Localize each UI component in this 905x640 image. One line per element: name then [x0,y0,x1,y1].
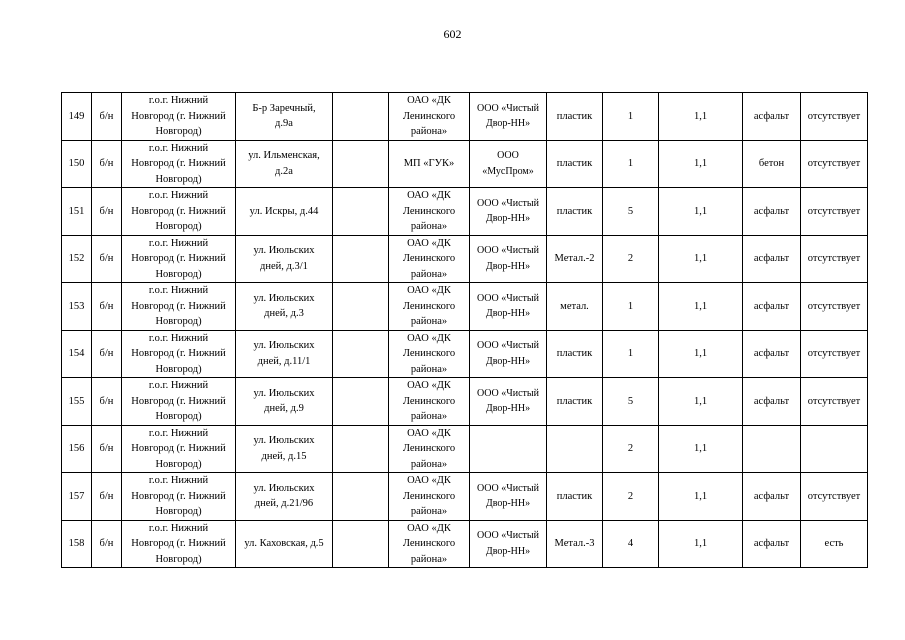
cell-material: Метал.-2 [547,235,603,283]
cell-line: района» [410,268,448,280]
cell-address [236,473,333,521]
cell-extra [333,235,389,283]
cell-volume: 1,1 [659,140,743,188]
cell-line: Ленинского [402,538,456,549]
cell-line: Новгород) [155,221,202,232]
cell-number: 156 [62,425,92,473]
cell-surface: асфальт [743,473,801,521]
cell-operator [470,235,547,283]
cell-fence: отсутствует [801,235,868,283]
cell-line: района» [410,458,448,470]
cell-line: Новгород (г. Нижний [131,158,226,169]
cell-volume: 1,1 [659,93,743,141]
table-row [62,330,868,378]
cell-line: Двор-НН» [485,260,531,272]
cell-extra [333,425,389,473]
cell-address [236,425,333,473]
cell-line: района» [410,363,448,375]
cell-fence [801,425,868,473]
cell-volume: 1,1 [659,330,743,378]
cell-line: Новгород) [155,506,202,517]
cell-line: Ленинского [402,253,456,264]
cell-line: ООО «Чистый [477,245,539,257]
cell-material: пластик [547,473,603,521]
cell-volume: 1,1 [659,235,743,283]
cell-line: ул. Июльских [253,435,315,447]
cell-settlement [122,425,236,473]
cell-settlement [122,378,236,426]
cell-operator [470,93,547,141]
cell-fence: есть [801,520,868,568]
cell-balance-holder [389,235,470,283]
cell-line: Новгород) [155,553,202,565]
table-row [62,520,868,568]
cell-extra [333,378,389,426]
cell-line: Новгород (г. Нижний [131,300,226,312]
cell-line: д.9а [275,118,293,130]
cell-line: Б-р Заречный, [252,102,316,114]
cell-surface: бетон [743,140,801,188]
cell-line: района» [410,553,448,565]
cell-line: ОАО «ДК [407,285,451,296]
cell-line: Двор-НН» [485,213,531,225]
cell-line: ООО [497,150,519,162]
cell-number: 153 [62,283,92,331]
cell-code: б/н [92,378,122,426]
table-row [62,235,868,283]
cell-settlement [122,188,236,236]
table-row [62,473,868,521]
cell-count: 5 [603,378,659,426]
cell-count: 1 [603,283,659,331]
cell-line: ООО «Чистый [477,530,539,542]
cell-line: Новгород) [155,458,202,470]
cell-fence: отсутствует [801,378,868,426]
cell-line: Новгород) [155,411,202,422]
cell-fence: отсутствует [801,473,868,521]
cell-material: пластик [547,93,603,141]
cell-line: Новгород (г. Нижний [131,538,226,549]
cell-settlement [122,520,236,568]
cell-line: Новгород) [155,126,202,137]
cell-count: 1 [603,140,659,188]
cell-fence: отсутствует [801,140,868,188]
cell-code: б/н [92,330,122,378]
cell-line: Ленинского [402,395,456,407]
cell-line: дней, д.11/1 [257,355,311,367]
cell-line: района» [410,221,448,232]
cell-line: г.о.г. Нижний [148,332,209,344]
cell-line: Двор-НН» [485,498,531,510]
cell-extra [333,93,389,141]
cell-volume: 1,1 [659,473,743,521]
cell-line: дней, д.21/96 [254,498,314,510]
cell-count: 2 [603,235,659,283]
cell-surface [743,425,801,473]
cell-surface: асфальт [743,378,801,426]
cell-operator [470,425,547,473]
cell-line: Двор-НН» [485,118,531,130]
cell-count: 1 [603,93,659,141]
cell-balance-holder [389,520,470,568]
cell-line: г.о.г. Нижний [148,142,209,154]
cell-line: ООО «Чистый [477,340,539,352]
cell-extra [333,520,389,568]
cell-line: г.о.г. Нижний [148,522,209,534]
cell-code: б/н [92,425,122,473]
cell-address [236,283,333,331]
cell-code: б/н [92,188,122,236]
cell-line: г.о.г. Нижний [148,237,209,249]
cell-volume: 1,1 [659,188,743,236]
cell-address [236,140,333,188]
cell-line: ул. Июльских [253,340,315,352]
cell-balance-holder [389,473,470,521]
cell-line: ул. Каховская, д.5 [244,538,324,549]
cell-line: ОАО «ДК [407,237,451,249]
cell-code: б/н [92,473,122,521]
cell-address [236,520,333,568]
cell-line: Новгород (г. Нижний [131,253,226,264]
cell-extra [333,473,389,521]
cell-code: б/н [92,520,122,568]
cell-address [236,330,333,378]
cell-line: ул. Июльских [253,482,315,494]
cell-settlement [122,235,236,283]
cell-line: д.2а [275,165,293,177]
cell-line: Ленинского [402,490,456,502]
cell-line: Новгород (г. Нижний [131,110,226,122]
cell-operator [470,140,547,188]
cell-line: Новгород (г. Нижний [131,348,226,359]
cell-count: 5 [603,188,659,236]
table-row [62,93,868,141]
cell-line: г.о.г. Нижний [148,475,209,486]
cell-surface: асфальт [743,188,801,236]
cell-line: ОАО «ДК [407,380,451,391]
cell-fence: отсутствует [801,283,868,331]
cell-surface: асфальт [743,283,801,331]
cell-line: района» [410,126,448,137]
page-number: 602 [443,27,462,41]
cell-address [236,188,333,236]
cell-line: Двор-НН» [485,355,531,367]
cell-extra [333,283,389,331]
cell-line: г.о.г. Нижний [148,380,209,391]
cell-count: 2 [603,473,659,521]
cell-balance-holder [389,330,470,378]
cell-extra [333,330,389,378]
cell-operator [470,188,547,236]
cell-material [547,425,603,473]
cell-count: 1 [603,330,659,378]
cell-line: ул. Июльских [253,292,315,304]
cell-line: дней, д.3 [264,308,304,320]
cell-fence: отсутствует [801,93,868,141]
cell-line: Новгород) [155,363,202,375]
cell-line: «МусПром» [482,165,534,177]
table-row [62,140,868,188]
cell-line: ул. Искры, д.44 [249,205,319,217]
cell-line: ООО «Чистый [477,102,539,114]
cell-operator [470,378,547,426]
cell-line: дней, д.15 [261,450,307,462]
cell-surface: асфальт [743,93,801,141]
cell-number: 155 [62,378,92,426]
cell-operator [470,520,547,568]
cell-balance-holder [389,283,470,331]
cell-address [236,93,333,141]
table-row [62,283,868,331]
cell-volume: 1,1 [659,378,743,426]
cell-number: 157 [62,473,92,521]
cell-code: б/н [92,235,122,283]
cell-line: Новгород) [155,316,202,327]
cell-line: ОАО «ДК [407,190,451,201]
cell-line: Ленинского [402,443,456,454]
cell-balance-holder [389,188,470,236]
cell-number: 152 [62,235,92,283]
cell-line: г.о.г. Нижний [148,427,209,439]
cell-line: района» [410,411,448,422]
cell-material: пластик [547,378,603,426]
cell-line: Новгород (г. Нижний [131,490,226,502]
cell-number: 150 [62,140,92,188]
cell-material: метал. [547,283,603,331]
cell-extra [333,140,389,188]
cell-line: Двор-НН» [485,403,531,415]
cell-line: ул. Ильменская, [248,150,320,162]
cell-line: Новгород (г. Нижний [131,395,226,407]
cell-balance-holder [389,140,470,188]
cell-line: Ленинского [402,205,456,217]
cell-number: 154 [62,330,92,378]
cell-line: дней, д.3/1 [260,260,308,272]
cell-line: Новгород (г. Нижний [131,443,226,454]
cell-line: ОАО «ДК [407,427,451,439]
cell-surface: асфальт [743,330,801,378]
cell-volume: 1,1 [659,283,743,331]
cell-operator [470,330,547,378]
cell-line: Двор-НН» [485,545,531,557]
cell-line: района» [410,506,448,517]
table-row [62,425,868,473]
cell-line: ОАО «ДК [407,332,451,344]
cell-settlement [122,283,236,331]
cell-settlement [122,473,236,521]
cell-material: пластик [547,140,603,188]
cell-line: Двор-НН» [485,308,531,320]
table-row [62,188,868,236]
table-row [62,378,868,426]
cell-material: Метал.-3 [547,520,603,568]
cell-extra [333,188,389,236]
cell-line: ул. Июльских [253,245,315,257]
cell-line: Новгород) [155,173,202,185]
cell-balance-holder [389,425,470,473]
cell-line: ООО «Чистый [477,292,539,304]
cell-line: ООО «Чистый [477,197,539,209]
cell-count: 4 [603,520,659,568]
cell-number: 149 [62,93,92,141]
cell-operator [470,283,547,331]
cell-line: г.о.г. Нижний [148,95,209,106]
cell-address [236,378,333,426]
cell-balance-holder [389,93,470,141]
cell-line: ООО «Чистый [477,482,539,494]
cell-surface: асфальт [743,520,801,568]
cell-number: 158 [62,520,92,568]
cell-line: дней, д.9 [264,403,304,415]
cell-balance-holder [389,378,470,426]
cell-address [236,235,333,283]
cell-line: Ленинского [402,300,456,312]
cell-code: б/н [92,140,122,188]
cell-line: ОАО «ДК [407,522,451,534]
cell-material: пластик [547,330,603,378]
cell-line: ОАО «ДК [407,475,451,486]
cell-line: ООО «Чистый [477,387,539,399]
cell-count: 2 [603,425,659,473]
cell-code: б/н [92,93,122,141]
cell-line: ул. Июльских [253,387,315,399]
cell-volume: 1,1 [659,425,743,473]
cell-line: г.о.г. Нижний [148,285,209,296]
cell-operator [470,473,547,521]
cell-fence: отсутствует [801,188,868,236]
cell-volume: 1,1 [659,520,743,568]
cell-settlement [122,330,236,378]
cell-number: 151 [62,188,92,236]
cell-line: района» [410,316,448,327]
table-body [62,93,868,568]
cell-settlement [122,93,236,141]
cell-line: Новгород (г. Нижний [131,205,226,217]
cell-line: ОАО «ДК [407,95,451,106]
cell-fence: отсутствует [801,330,868,378]
cell-line: г.о.г. Нижний [148,190,209,201]
cell-line: Ленинского [402,110,456,122]
cell-material: пластик [547,188,603,236]
cell-line: Ленинского [402,348,456,359]
cell-line: Новгород) [155,268,202,280]
cell-line: МП «ГУК» [403,158,455,169]
cell-settlement [122,140,236,188]
registry-table [61,92,868,568]
cell-code: б/н [92,283,122,331]
cell-surface: асфальт [743,235,801,283]
